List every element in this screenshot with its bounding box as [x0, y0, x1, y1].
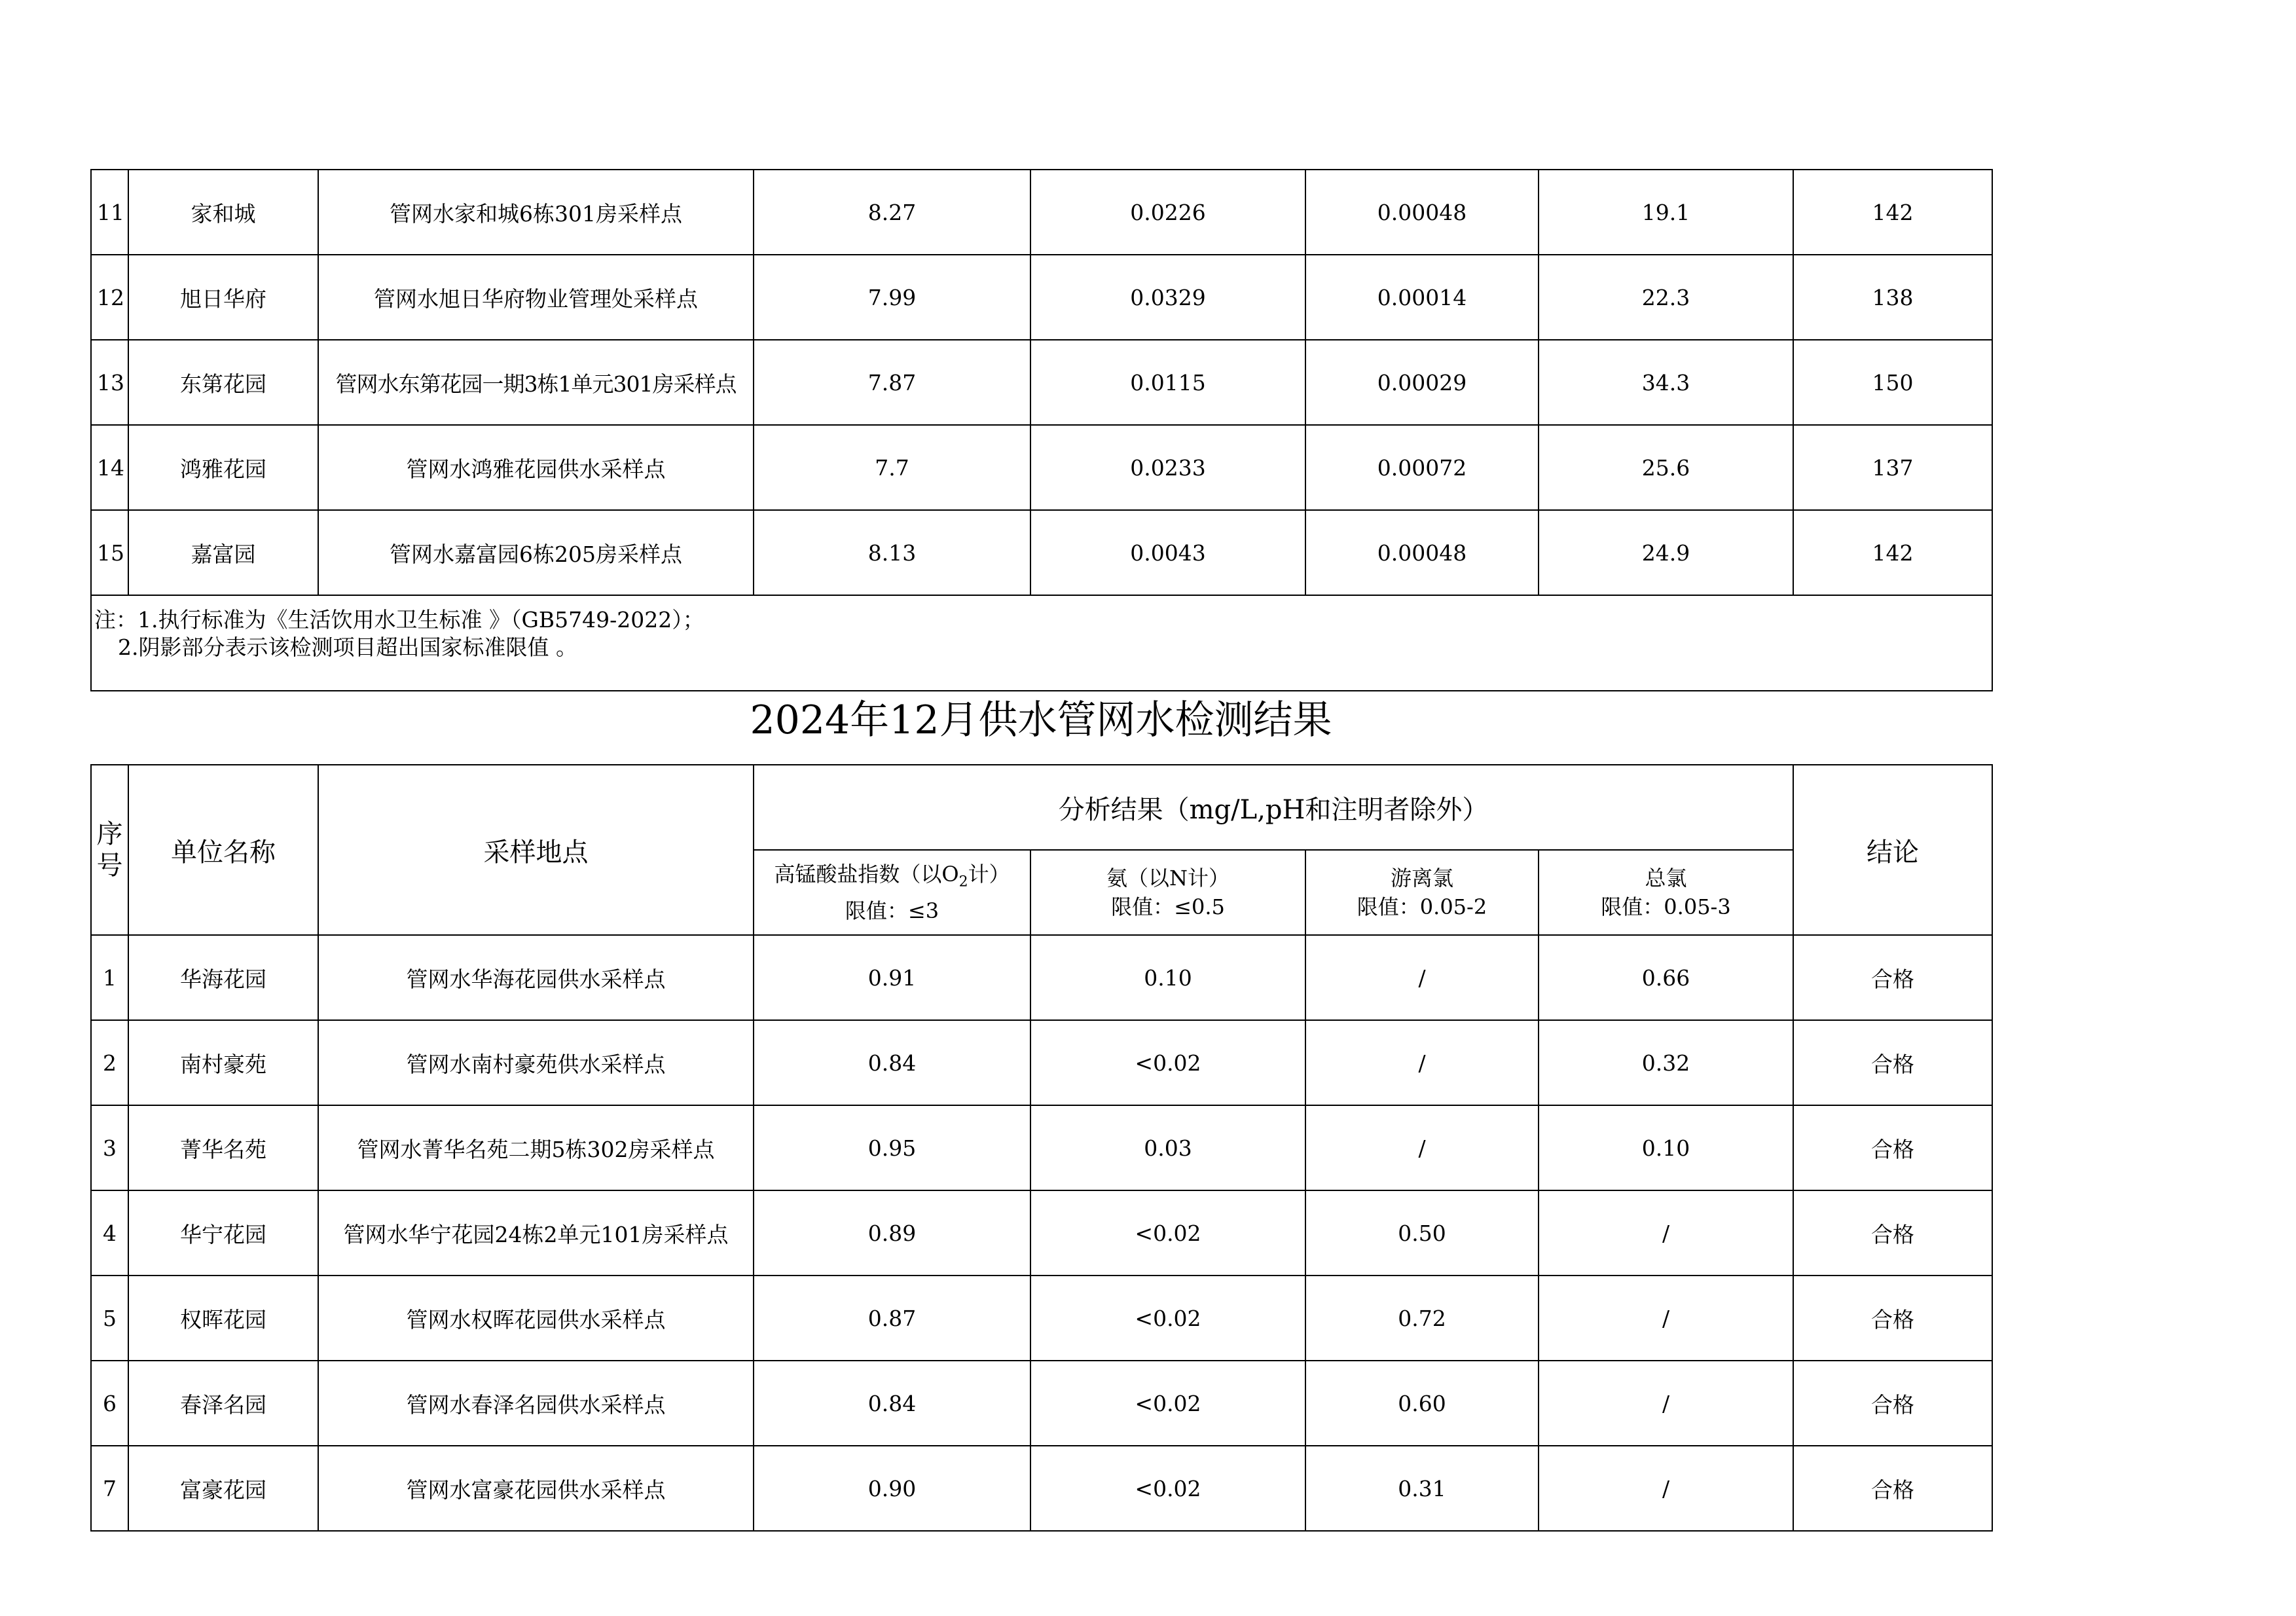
cell-seq: 11 [91, 170, 128, 255]
cell-value: 24.9 [1539, 510, 1793, 595]
cell-site: 管网水嘉富园6栋205房采样点 [318, 510, 754, 595]
previous-results-table [90, 169, 1993, 691]
cell-value: 0.00014 [1305, 255, 1539, 340]
cell-site: 管网水东第花园一期3栋1单元301房采样点 [318, 340, 754, 425]
cell-seq: 14 [91, 425, 128, 510]
cell-value: 8.27 [754, 170, 1030, 255]
cell-site: 管网水鸿雅花园供水采样点 [318, 425, 754, 510]
cell-unit: 嘉富园 [128, 510, 318, 595]
cell-unit: 家和城 [128, 170, 318, 255]
table-row [91, 1190, 1992, 1276]
cell-value: 7.87 [754, 340, 1030, 425]
cell-unit: 鸿雅花园 [128, 425, 318, 510]
cell-value: / [1539, 1361, 1793, 1446]
cell-value: 0.00048 [1305, 510, 1539, 595]
cell-seq: 15 [91, 510, 128, 595]
table-row [91, 1276, 1992, 1361]
header-free-chlorine [1305, 850, 1539, 935]
cell-value: 34.3 [1539, 340, 1793, 425]
cell-value: 0.84 [754, 1020, 1030, 1105]
header-total-chlorine [1539, 850, 1793, 935]
cell-value: / [1305, 1020, 1539, 1105]
cell-value: 0.95 [754, 1105, 1030, 1190]
cell-value: 0.31 [1305, 1446, 1539, 1531]
cell-site: 管网水权晖花园供水采样点 [318, 1276, 754, 1361]
cell-seq: 13 [91, 340, 128, 425]
ammonia-name: 氨（以N计） [1106, 866, 1230, 891]
table-row [91, 510, 1992, 595]
cell-value: 0.87 [754, 1276, 1030, 1361]
table-row [91, 1020, 1992, 1105]
cell-site: 管网水旭日华府物业管理处采样点 [318, 255, 754, 340]
cell-conclusion: 合格 [1793, 1190, 1992, 1276]
cell-site: 管网水菁华名苑二期5栋302房采样点 [318, 1105, 754, 1190]
cell-seq: 6 [91, 1361, 128, 1446]
cell-value: <0.02 [1030, 1361, 1305, 1446]
permanganate-name-post: 计） [968, 861, 1010, 887]
table-row [91, 1361, 1992, 1446]
cell-value: 0.72 [1305, 1276, 1539, 1361]
cell-value: 0.00048 [1305, 170, 1539, 255]
cell-value: 19.1 [1539, 170, 1793, 255]
cell-value: 0.0226 [1030, 170, 1305, 255]
header-seq [91, 765, 128, 935]
cell-conclusion: 合格 [1793, 1446, 1992, 1531]
cell-value: 0.32 [1539, 1020, 1793, 1105]
cell-conclusion: 合格 [1793, 1105, 1992, 1190]
cell-value: 142 [1793, 510, 1992, 595]
total-chlorine-name: 总氯 [1645, 866, 1687, 891]
cell-seq: 4 [91, 1190, 128, 1276]
table-row [91, 340, 1992, 425]
cell-value: 0.00072 [1305, 425, 1539, 510]
cell-value: 22.3 [1539, 255, 1793, 340]
cell-site: 管网水富豪花园供水采样点 [318, 1446, 754, 1531]
cell-value: / [1539, 1446, 1793, 1531]
results-table [90, 764, 1993, 1532]
note-line-2: 2.阴影部分表示该检测项目超出国家标准限值 。 [118, 634, 577, 660]
notes [91, 595, 1992, 691]
cell-value: 0.50 [1305, 1190, 1539, 1276]
cell-value: 7.7 [754, 425, 1030, 510]
cell-site: 管网水华海花园供水采样点 [318, 935, 754, 1020]
header-seq-text: 序号 [96, 819, 123, 881]
table-row [91, 170, 1992, 255]
cell-value: 0.00029 [1305, 340, 1539, 425]
cell-conclusion: 合格 [1793, 1276, 1992, 1361]
cell-unit: 权晖花园 [128, 1276, 318, 1361]
cell-seq: 3 [91, 1105, 128, 1190]
header-unit: 单位名称 [128, 765, 318, 935]
cell-value: <0.02 [1030, 1190, 1305, 1276]
cell-conclusion: 合格 [1793, 1361, 1992, 1446]
cell-unit: 华宁花园 [128, 1190, 318, 1276]
note-row [91, 595, 1992, 691]
cell-value: 0.89 [754, 1190, 1030, 1276]
permanganate-name [754, 860, 1030, 896]
cell-value: 138 [1793, 255, 1992, 340]
cell-site: 管网水家和城6栋301房采样点 [318, 170, 754, 255]
cell-value: 7.99 [754, 255, 1030, 340]
cell-seq: 1 [91, 935, 128, 1020]
cell-value: 0.84 [754, 1361, 1030, 1446]
cell-unit: 春泽名园 [128, 1361, 318, 1446]
permanganate-limit: 限值：≤3 [845, 898, 939, 924]
header-row [91, 765, 1992, 850]
cell-value: 8.13 [754, 510, 1030, 595]
cell-site: 管网水春泽名园供水采样点 [318, 1361, 754, 1446]
cell-value: / [1539, 1276, 1793, 1361]
header-permanganate [754, 850, 1030, 935]
header-analysis: 分析结果（mg/L,pH和注明者除外） [754, 765, 1793, 850]
cell-unit: 东第花园 [128, 340, 318, 425]
cell-value: 0.10 [1030, 935, 1305, 1020]
cell-value: 0.90 [754, 1446, 1030, 1531]
cell-value: 0.03 [1030, 1105, 1305, 1190]
cell-unit: 菁华名苑 [128, 1105, 318, 1190]
cell-value: <0.02 [1030, 1446, 1305, 1531]
cell-value: <0.02 [1030, 1276, 1305, 1361]
cell-value: 0.0115 [1030, 340, 1305, 425]
cell-value: <0.02 [1030, 1020, 1305, 1105]
cell-value: 0.91 [754, 935, 1030, 1020]
free-chlorine-name: 游离氯 [1390, 866, 1453, 891]
header-site: 采样地点 [318, 765, 754, 935]
permanganate-name-pre: 高锰酸盐指数（以O [774, 861, 959, 887]
table-row [91, 1105, 1992, 1190]
cell-seq: 12 [91, 255, 128, 340]
cell-value: 0.0329 [1030, 255, 1305, 340]
cell-value: / [1539, 1190, 1793, 1276]
cell-unit: 华海花园 [128, 935, 318, 1020]
cell-value: 0.10 [1539, 1105, 1793, 1190]
total-chlorine-limit: 限值：0.05-3 [1601, 894, 1731, 919]
cell-value: 0.0043 [1030, 510, 1305, 595]
header-ammonia [1030, 850, 1305, 935]
ammonia-limit: 限值：≤0.5 [1111, 894, 1225, 919]
cell-value: / [1305, 1105, 1539, 1190]
table-row [91, 255, 1992, 340]
cell-value: 137 [1793, 425, 1992, 510]
cell-conclusion: 合格 [1793, 1020, 1992, 1105]
cell-value: 0.66 [1539, 935, 1793, 1020]
page-title: 2024年12月供水管网水检测结果 [750, 697, 1332, 743]
table-row [91, 935, 1992, 1020]
header-conclusion: 结论 [1793, 765, 1992, 935]
cell-seq: 7 [91, 1446, 128, 1531]
cell-value: 0.60 [1305, 1361, 1539, 1446]
table-row [91, 1446, 1992, 1531]
cell-value: 25.6 [1539, 425, 1793, 510]
table-row [91, 425, 1992, 510]
cell-unit: 富豪花园 [128, 1446, 318, 1531]
cell-site: 管网水华宁花园24栋2单元101房采样点 [318, 1190, 754, 1276]
cell-conclusion: 合格 [1793, 935, 1992, 1020]
cell-value: 142 [1793, 170, 1992, 255]
cell-seq: 2 [91, 1020, 128, 1105]
note-line-1: 注：1.执行标准为《生活饮用水卫生标准 》（GB5749-2022）； [94, 607, 704, 633]
cell-unit: 旭日华府 [128, 255, 318, 340]
cell-unit: 南村豪苑 [128, 1020, 318, 1105]
cell-value: 150 [1793, 340, 1992, 425]
cell-value: 0.0233 [1030, 425, 1305, 510]
cell-seq: 5 [91, 1276, 128, 1361]
cell-value: / [1305, 935, 1539, 1020]
permanganate-sub: 2 [958, 873, 968, 891]
free-chlorine-limit: 限值：0.05-2 [1357, 894, 1487, 919]
cell-site: 管网水南村豪苑供水采样点 [318, 1020, 754, 1105]
